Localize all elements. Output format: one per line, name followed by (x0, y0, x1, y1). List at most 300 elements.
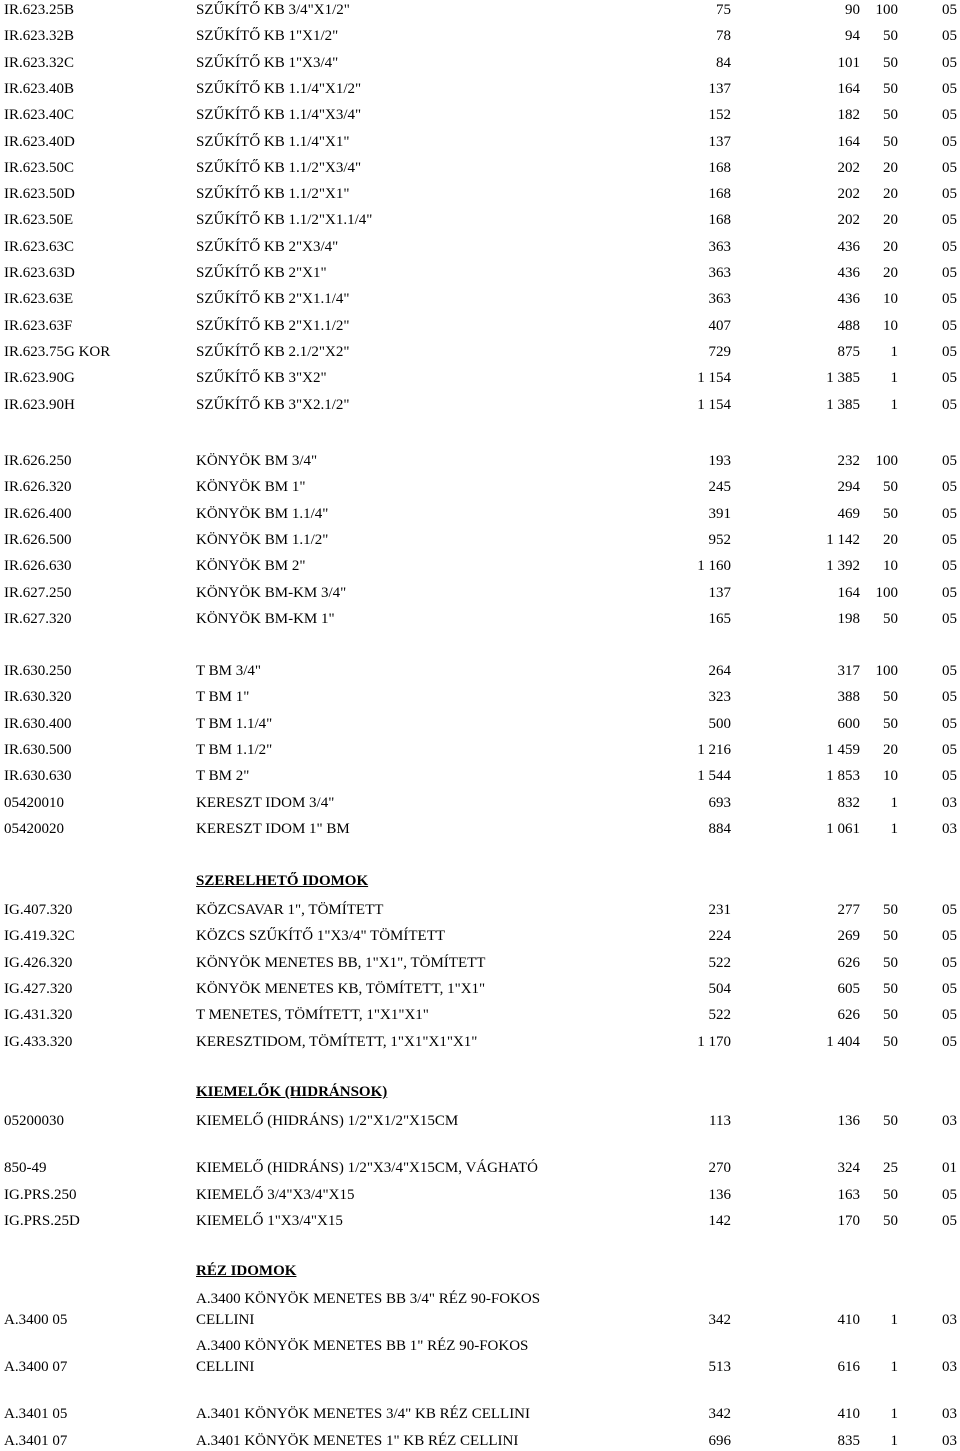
pack-quantity: 10 (883, 318, 898, 334)
group-code: 05 (942, 28, 957, 44)
gross-price: 164 (837, 81, 860, 97)
group-code: 05 (942, 397, 957, 413)
pack-quantity: 1 (890, 370, 898, 386)
group-code: 03 (942, 1406, 957, 1422)
gross-price: 626 (837, 1007, 860, 1023)
net-price: 1 154 (697, 397, 731, 413)
pack-quantity: 50 (883, 107, 898, 123)
group-code: 05 (942, 212, 957, 228)
net-price: 729 (708, 344, 731, 360)
item-code: IR.626.500 (4, 532, 72, 548)
net-price: 1 160 (697, 558, 731, 574)
group-code: 05 (942, 1007, 957, 1023)
group-code: 05 (942, 239, 957, 255)
item-description: KIEMELŐ 1"X3/4"X15 (196, 1213, 343, 1229)
item-description: KIEMELŐ (HIDRÁNS) 1/2"X1/2"X15CM (196, 1113, 459, 1129)
group-code: 05 (942, 689, 957, 705)
net-price: 193 (708, 453, 731, 469)
item-description: SZŰKÍTŐ KB 1.1/2"X3/4" (196, 160, 362, 176)
net-price: 224 (708, 928, 731, 944)
table-row (0, 1431, 960, 1451)
net-price: 270 (708, 1160, 731, 1176)
item-code: IR.623.25B (4, 2, 75, 18)
group-code: 05 (942, 81, 957, 97)
table-row (0, 26, 960, 46)
item-code: IR.623.40B (4, 81, 75, 97)
gross-price: 1 853 (826, 768, 860, 784)
pack-quantity: 50 (883, 1213, 898, 1229)
group-code: 05 (942, 1187, 957, 1203)
gross-price: 164 (837, 134, 860, 150)
table-row (0, 556, 960, 576)
gross-price: 436 (837, 291, 860, 307)
table-row (0, 342, 960, 362)
table-row (0, 504, 960, 524)
group-code: 05 (942, 55, 957, 71)
net-price: 84 (716, 55, 731, 71)
gross-price: 198 (837, 611, 860, 627)
item-description: SZŰKÍTŐ KB 1"X1/2" (196, 28, 339, 44)
gross-price: 324 (837, 1160, 860, 1176)
table-row (0, 714, 960, 734)
group-code: 03 (942, 1433, 957, 1449)
group-code: 03 (942, 795, 957, 811)
group-code: 05 (942, 981, 957, 997)
item-code: IR.623.90G (4, 370, 75, 386)
table-row (0, 583, 960, 603)
item-code: IR.623.63D (4, 265, 75, 281)
pack-quantity: 50 (883, 506, 898, 522)
table-row (0, 1005, 960, 1025)
gross-price: 232 (837, 453, 860, 469)
net-price: 264 (708, 663, 731, 679)
group-code: 05 (942, 453, 957, 469)
net-price: 1 170 (697, 1034, 731, 1050)
pack-quantity: 50 (883, 689, 898, 705)
item-description: SZŰKÍTŐ KB 1.1/2"X1" (196, 186, 350, 202)
item-description: SZŰKÍTŐ KB 2"X3/4" (196, 239, 339, 255)
net-price: 363 (708, 239, 731, 255)
table-row (0, 819, 960, 839)
table-row (0, 766, 960, 786)
item-description: SZŰKÍTŐ KB 3/4"X1/2" (196, 2, 350, 18)
item-code: IG.419.32C (4, 928, 75, 944)
group-code: 05 (942, 2, 957, 18)
group-code: 05 (942, 506, 957, 522)
gross-price: 1 385 (826, 397, 860, 413)
item-description: KÖNYÖK BM 2" (196, 558, 306, 574)
item-code: IR.630.500 (4, 742, 72, 758)
group-code: 05 (942, 265, 957, 281)
table-row (0, 237, 960, 257)
table-row (0, 289, 960, 309)
table-row (0, 477, 960, 497)
gross-price: 1 385 (826, 370, 860, 386)
item-description: T BM 1.1/2" (196, 742, 273, 758)
item-description-line2: CELLINI (196, 1312, 255, 1328)
group-code: 05 (942, 344, 957, 360)
gross-price: 436 (837, 239, 860, 255)
net-price: 137 (708, 585, 731, 601)
item-description: T BM 1" (196, 689, 250, 705)
pack-quantity: 10 (883, 291, 898, 307)
table-row (0, 1338, 960, 1377)
item-code: IR.627.250 (4, 585, 72, 601)
group-code: 05 (942, 902, 957, 918)
pack-quantity: 1 (890, 795, 898, 811)
item-code: IG.PRS.250 (4, 1187, 77, 1203)
item-code: 05420010 (4, 795, 64, 811)
item-description: A.3401 KÖNYÖK MENETES 3/4" KB RÉZ CELLINI (196, 1406, 531, 1422)
table-row (0, 0, 960, 20)
item-description-line1: A.3400 KÖNYÖK MENETES BB 3/4" RÉZ 90-FOKOS (196, 1291, 541, 1307)
group-code: 05 (942, 768, 957, 784)
pack-quantity: 25 (883, 1160, 898, 1176)
group-code: 03 (942, 821, 957, 837)
net-price: 323 (708, 689, 731, 705)
pack-quantity: 20 (883, 160, 898, 176)
gross-price: 626 (837, 955, 860, 971)
gross-price: 1 142 (826, 532, 860, 548)
item-code: IG.426.320 (4, 955, 73, 971)
net-price: 75 (716, 2, 731, 18)
item-description: KÖZCSAVAR 1", TÖMÍTETT (196, 902, 384, 918)
pack-quantity: 100 (875, 585, 898, 601)
group-code: 05 (942, 585, 957, 601)
gross-price: 875 (837, 344, 860, 360)
item-code: A.3401 05 (4, 1406, 68, 1422)
table-row (0, 687, 960, 707)
item-code: IR.623.90H (4, 397, 75, 413)
table-row (0, 158, 960, 178)
group-code: 03 (942, 1312, 957, 1328)
item-code: A.3401 07 (4, 1433, 68, 1449)
table-row (0, 79, 960, 99)
item-description: KÖNYÖK BM-KM 1" (196, 611, 335, 627)
item-code: IR.623.40D (4, 134, 75, 150)
group-code: 05 (942, 663, 957, 679)
group-code: 05 (942, 318, 957, 334)
pack-quantity: 100 (875, 663, 898, 679)
table-row (0, 1158, 960, 1178)
item-code: IR.623.63E (4, 291, 74, 307)
net-price: 1 154 (697, 370, 731, 386)
item-code: IR.630.400 (4, 716, 72, 732)
table-row (0, 53, 960, 73)
pack-quantity: 50 (883, 902, 898, 918)
pack-quantity: 50 (883, 28, 898, 44)
gross-price: 469 (837, 506, 860, 522)
pack-quantity: 1 (890, 1406, 898, 1422)
item-code: IR.630.320 (4, 689, 72, 705)
table-row (0, 1185, 960, 1205)
net-price: 952 (708, 532, 731, 548)
item-description: SZŰKÍTŐ KB 2"X1" (196, 265, 327, 281)
item-description: KERESZT IDOM 3/4" (196, 795, 335, 811)
net-price: 136 (708, 1187, 731, 1203)
item-code: IR.623.32C (4, 55, 75, 71)
pack-quantity: 20 (883, 742, 898, 758)
item-description: KÖNYÖK BM-KM 3/4" (196, 585, 347, 601)
table-row (0, 1211, 960, 1231)
table-row (0, 1291, 960, 1330)
item-code: IR.623.50E (4, 212, 74, 228)
net-price: 137 (708, 81, 731, 97)
item-code: IR.627.320 (4, 611, 72, 627)
net-price: 884 (708, 821, 731, 837)
table-row (0, 1404, 960, 1424)
item-description (196, 1336, 528, 1378)
item-description: KÖNYÖK BM 3/4" (196, 453, 318, 469)
table-row (0, 1032, 960, 1052)
item-description: KÖNYÖK MENETES KB, TÖMÍTETT, 1"X1" (196, 981, 486, 997)
net-price: 168 (708, 212, 731, 228)
item-description: T BM 2" (196, 768, 250, 784)
gross-price: 202 (837, 186, 860, 202)
gross-price: 170 (837, 1213, 860, 1229)
item-description: A.3401 KÖNYÖK MENETES 1" KB RÉZ CELLINI (196, 1433, 519, 1449)
gross-price: 1 061 (826, 821, 860, 837)
pack-quantity: 50 (883, 134, 898, 150)
item-description: KIEMELŐ (HIDRÁNS) 1/2"X3/4"X15CM, VÁGHATÓ (196, 1160, 538, 1176)
net-price: 142 (708, 1213, 731, 1229)
gross-price: 1 404 (826, 1034, 860, 1050)
section-heading: RÉZ IDOMOK (196, 1263, 297, 1279)
item-description: KÖNYÖK BM 1.1/2" (196, 532, 329, 548)
pack-quantity: 50 (883, 611, 898, 627)
gross-price: 410 (837, 1312, 860, 1328)
group-code: 05 (942, 479, 957, 495)
pack-quantity: 50 (883, 479, 898, 495)
net-price: 137 (708, 134, 731, 150)
gross-price: 436 (837, 265, 860, 281)
pack-quantity: 50 (883, 81, 898, 97)
pack-quantity: 20 (883, 212, 898, 228)
item-description: T BM 1.1/4" (196, 716, 273, 732)
table-row (0, 530, 960, 550)
group-code: 05 (942, 532, 957, 548)
pack-quantity: 10 (883, 558, 898, 574)
item-description: KÖNYÖK MENETES BB, 1"X1", TÖMÍTETT (196, 955, 486, 971)
section-heading: SZERELHETŐ IDOMOK (196, 873, 369, 889)
item-description: KÖNYÖK BM 1.1/4" (196, 506, 329, 522)
item-description: T MENETES, TÖMÍTETT, 1"X1"X1" (196, 1007, 429, 1023)
item-description-line2: CELLINI (196, 1359, 255, 1375)
pack-quantity: 50 (883, 1187, 898, 1203)
pack-quantity: 50 (883, 716, 898, 732)
pack-quantity: 1 (890, 821, 898, 837)
net-price: 231 (708, 902, 731, 918)
group-code: 05 (942, 1034, 957, 1050)
gross-price: 388 (837, 689, 860, 705)
item-code: IR.630.630 (4, 768, 72, 784)
item-code: 05200030 (4, 1113, 64, 1129)
item-code: IR.623.50D (4, 186, 75, 202)
item-code: IR.626.320 (4, 479, 72, 495)
table-row (0, 263, 960, 283)
item-description: KÖNYÖK BM 1" (196, 479, 306, 495)
table-row (0, 661, 960, 681)
net-price: 693 (708, 795, 731, 811)
item-code: IG.407.320 (4, 902, 73, 918)
net-price: 78 (716, 28, 731, 44)
net-price: 168 (708, 160, 731, 176)
item-code: IR.623.75G KOR (4, 344, 111, 360)
item-code: IR.623.40C (4, 107, 75, 123)
pack-quantity: 1 (890, 1433, 898, 1449)
net-price: 1 544 (697, 768, 731, 784)
pack-quantity: 1 (890, 1359, 898, 1375)
pack-quantity: 50 (883, 1113, 898, 1129)
pack-quantity: 50 (883, 1034, 898, 1050)
net-price: 165 (708, 611, 731, 627)
group-code: 05 (942, 370, 957, 386)
item-description: KIEMELŐ 3/4"X3/4"X15 (196, 1187, 355, 1203)
gross-price: 90 (845, 2, 860, 18)
pack-quantity: 50 (883, 55, 898, 71)
net-price: 407 (708, 318, 731, 334)
net-price: 152 (708, 107, 731, 123)
item-description: SZŰKÍTŐ KB 1.1/4"X1/2" (196, 81, 362, 97)
group-code: 01 (942, 1160, 957, 1176)
item-description: SZŰKÍTŐ KB 1.1/4"X3/4" (196, 107, 362, 123)
item-description: KERESZTIDOM, TÖMÍTETT, 1"X1"X1"X1" (196, 1034, 478, 1050)
gross-price: 269 (837, 928, 860, 944)
net-price: 513 (708, 1359, 731, 1375)
item-description: SZŰKÍTŐ KB 1.1/4"X1" (196, 134, 350, 150)
pack-quantity: 50 (883, 981, 898, 997)
gross-price: 101 (837, 55, 860, 71)
item-code: IR.623.63C (4, 239, 75, 255)
item-code: A.3400 05 (4, 1312, 68, 1328)
table-row (0, 451, 960, 471)
pack-quantity: 100 (875, 2, 898, 18)
net-price: 1 216 (697, 742, 731, 758)
net-price: 363 (708, 265, 731, 281)
pack-quantity: 20 (883, 239, 898, 255)
table-row (0, 132, 960, 152)
gross-price: 832 (837, 795, 860, 811)
item-code: IR.630.250 (4, 663, 72, 679)
item-description: SZŰKÍTŐ KB 3"X2" (196, 370, 327, 386)
item-code: IG.PRS.25D (4, 1213, 80, 1229)
item-code: IR.626.250 (4, 453, 72, 469)
gross-price: 182 (837, 107, 860, 123)
item-code: A.3400 07 (4, 1359, 68, 1375)
item-code: IR.623.50C (4, 160, 75, 176)
item-description: SZŰKÍTŐ KB 1"X3/4" (196, 55, 339, 71)
gross-price: 410 (837, 1406, 860, 1422)
group-code: 05 (942, 742, 957, 758)
gross-price: 1 392 (826, 558, 860, 574)
table-row (0, 793, 960, 813)
gross-price: 1 459 (826, 742, 860, 758)
item-description: SZŰKÍTŐ KB 3"X2.1/2" (196, 397, 350, 413)
section-heading: KIEMELŐK (HIDRÁNSOK) (196, 1084, 388, 1100)
gross-price: 616 (837, 1359, 860, 1375)
group-code: 05 (942, 186, 957, 202)
net-price: 391 (708, 506, 731, 522)
item-code: IG.433.320 (4, 1034, 73, 1050)
net-price: 504 (708, 981, 731, 997)
group-code: 05 (942, 558, 957, 574)
pack-quantity: 50 (883, 1007, 898, 1023)
group-code: 05 (942, 291, 957, 307)
net-price: 342 (708, 1406, 731, 1422)
pack-quantity: 20 (883, 532, 898, 548)
gross-price: 294 (837, 479, 860, 495)
table-row (0, 184, 960, 204)
gross-price: 277 (837, 902, 860, 918)
net-price: 696 (708, 1433, 731, 1449)
table-row (0, 979, 960, 999)
pack-quantity: 50 (883, 955, 898, 971)
pack-quantity: 50 (883, 928, 898, 944)
gross-price: 600 (837, 716, 860, 732)
table-row (0, 1111, 960, 1131)
pack-quantity: 20 (883, 186, 898, 202)
gross-price: 163 (837, 1187, 860, 1203)
pack-quantity: 100 (875, 453, 898, 469)
table-row (0, 926, 960, 946)
item-code: 850-49 (4, 1160, 47, 1176)
group-code: 05 (942, 611, 957, 627)
group-code: 05 (942, 1213, 957, 1229)
item-code: IG.431.320 (4, 1007, 73, 1023)
group-code: 05 (942, 716, 957, 732)
table-row (0, 609, 960, 629)
item-description: SZŰKÍTŐ KB 2"X1.1/2" (196, 318, 350, 334)
item-code: IR.623.32B (4, 28, 75, 44)
item-description: SZŰKÍTŐ KB 1.1/2"X1.1/4" (196, 212, 373, 228)
gross-price: 317 (837, 663, 860, 679)
table-row (0, 395, 960, 415)
net-price: 522 (708, 955, 731, 971)
group-code: 05 (942, 955, 957, 971)
item-code: IR.626.400 (4, 506, 72, 522)
gross-price: 94 (845, 28, 860, 44)
item-code: 05420020 (4, 821, 64, 837)
net-price: 522 (708, 1007, 731, 1023)
table-row (0, 316, 960, 336)
group-code: 03 (942, 1113, 957, 1129)
net-price: 342 (708, 1312, 731, 1328)
pack-quantity: 1 (890, 397, 898, 413)
gross-price: 488 (837, 318, 860, 334)
group-code: 05 (942, 107, 957, 123)
item-description: SZŰKÍTŐ KB 2.1/2"X2" (196, 344, 350, 360)
gross-price: 164 (837, 585, 860, 601)
gross-price: 136 (837, 1113, 860, 1129)
table-row (0, 210, 960, 230)
table-row (0, 105, 960, 125)
gross-price: 202 (837, 212, 860, 228)
table-row (0, 740, 960, 760)
item-description (196, 1289, 540, 1331)
item-description: KERESZT IDOM 1" BM (196, 821, 350, 837)
pack-quantity: 1 (890, 1312, 898, 1328)
table-row (0, 368, 960, 388)
net-price: 113 (709, 1113, 731, 1129)
gross-price: 605 (837, 981, 860, 997)
net-price: 500 (708, 716, 731, 732)
gross-price: 202 (837, 160, 860, 176)
item-description-line1: A.3400 KÖNYÖK MENETES BB 1" RÉZ 90-FOKOS (196, 1338, 529, 1354)
item-description: T BM 3/4" (196, 663, 262, 679)
table-row (0, 953, 960, 973)
net-price: 363 (708, 291, 731, 307)
pack-quantity: 10 (883, 768, 898, 784)
